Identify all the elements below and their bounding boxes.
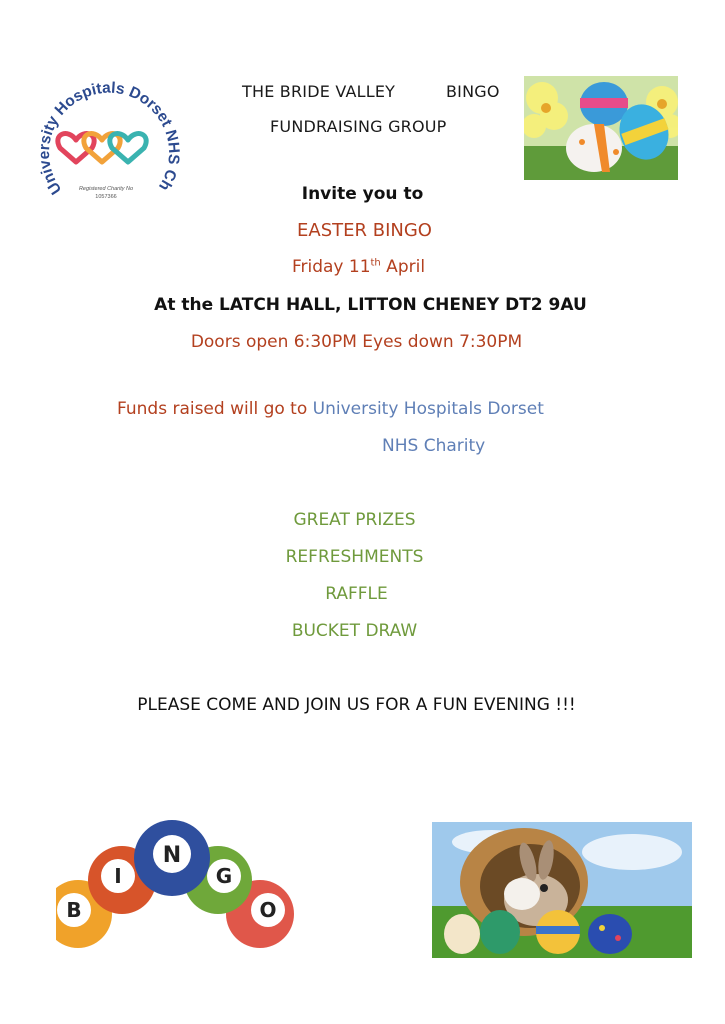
charity-name-line1: University Hospitals Dorset xyxy=(312,399,544,419)
feature-great-prizes: GREAT PRIZES xyxy=(293,510,416,530)
header-fundraising: FUNDRAISING GROUP xyxy=(270,117,447,136)
event-date xyxy=(0,257,721,277)
funds-statement xyxy=(117,399,544,419)
feature-bucket-draw: BUCKET DRAW xyxy=(291,621,418,641)
event-title: EASTER BINGO xyxy=(297,220,432,241)
feature-raffle: RAFFLE xyxy=(325,584,388,604)
header-bingo: BINGO xyxy=(446,82,500,101)
date-month: April xyxy=(380,257,426,277)
invite-line: Invite you to xyxy=(301,184,424,204)
svg-text:Registered Charity No: Registered Charity No xyxy=(78,186,134,192)
charity-name-line2: NHS Charity xyxy=(382,436,486,456)
feature-refreshments: REFRESHMENTS xyxy=(285,547,424,567)
logo-arc-text: University Hospitals Dorset NHS Ch xyxy=(35,79,183,198)
svg-text:N: N xyxy=(162,843,182,868)
header-group-name: THE BRIDE VALLEY xyxy=(242,82,396,101)
svg-text:1057366: 1057366 xyxy=(95,194,117,200)
svg-text:G: G xyxy=(215,864,233,888)
funds-prefix: Funds raised will go to xyxy=(117,399,308,419)
easter-eggs-photo xyxy=(524,76,678,180)
bunny-easter-photo xyxy=(432,822,692,958)
closing-message: PLEASE COME AND JOIN US FOR A FUN EVENING !!! xyxy=(137,695,576,715)
svg-text:O: O xyxy=(259,898,277,922)
svg-text:B: B xyxy=(66,898,82,922)
venue: At the LATCH HALL, LITTON CHENEY DT2 9AU xyxy=(154,295,587,315)
svg-text:I: I xyxy=(114,864,122,888)
event-times: Doors open 6:30PM Eyes down 7:30PM xyxy=(190,332,523,352)
date-suffix-th: th xyxy=(370,257,381,269)
date-day: Friday 11 xyxy=(291,257,371,277)
bingo-ball-n xyxy=(134,820,210,896)
bingo-balls-graphic xyxy=(56,818,296,958)
